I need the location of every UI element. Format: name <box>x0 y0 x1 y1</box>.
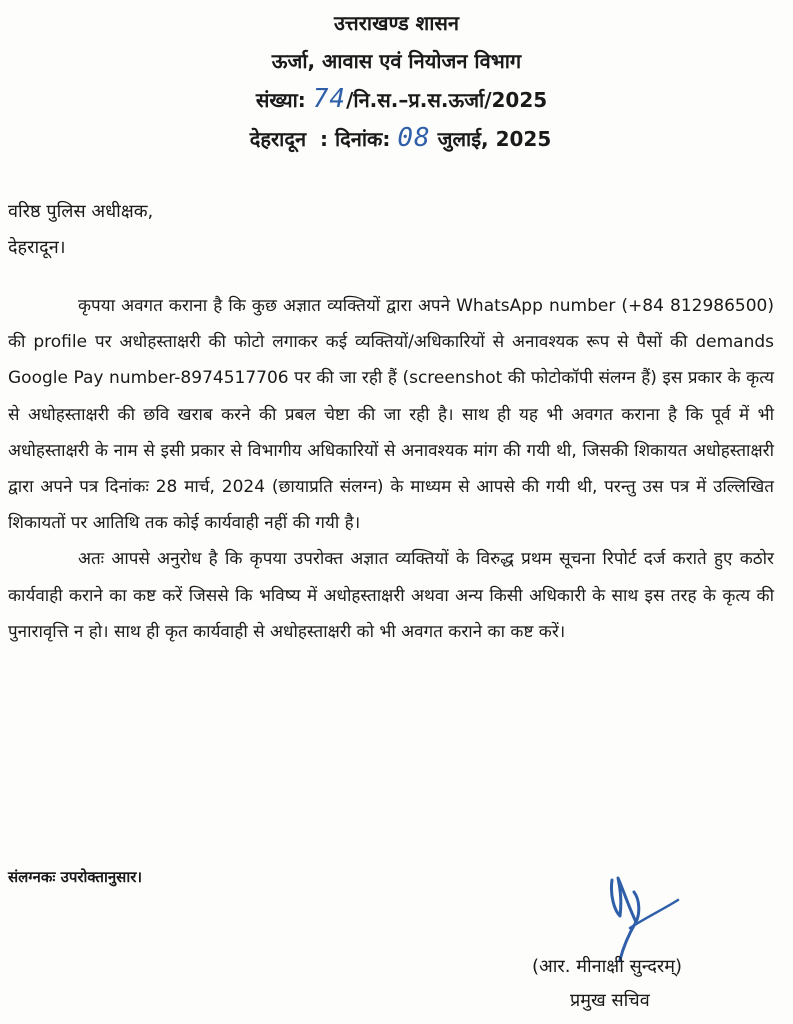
number-suffix: /नि.स.–प्र.स.ऊर्जा/2025 <box>346 88 548 112</box>
place-date <box>0 119 793 158</box>
place: देहरादून <box>249 127 307 151</box>
reference-number <box>0 80 793 119</box>
government-title: उत्तराखण्ड शासन <box>333 11 460 35</box>
date-rest: जुलाई, 2025 <box>437 127 552 151</box>
signatory-title: प्रमुख सचिव <box>570 990 650 1011</box>
letter-header <box>0 4 793 158</box>
body-paragraph-2: अतः आपसे अनुरोध है कि कृपया उपरोक्त अज्ञात व्यक्तियों के विरुद्ध प्रथम सूचना रिपोर्ट दर्ज कराते हुए कठोर कार्यवाही कराने का कष्ट करें जिससे कि भविष्य में अधोहस्ताक्षरी अथवा अन्य किसी अधिकारी के साथ इस तरह के कृत्य की पुनारावृत्ति न हो। साथ ही कृत कार्यवाही से अधोहस्ताक्षरी को भी अवगत कराने का कष्ट करें। <box>8 549 774 642</box>
signatory-name: (आर. मीनाक्षी सुन्दरम्) <box>532 956 683 977</box>
department-title: ऊर्जा, आवास एवं नियोजन विभाग <box>271 49 522 73</box>
addressee-city: देहरादून। <box>8 237 66 258</box>
date-label: : दिनांक: <box>319 127 391 151</box>
number-label: संख्या: <box>255 88 306 112</box>
handwritten-date-day: 08 <box>397 123 431 153</box>
handwritten-signature <box>590 870 700 965</box>
addressee <box>8 194 153 266</box>
addressee-designation: वरिष्ठ पुलिस अधीक्षक, <box>8 201 154 222</box>
body-paragraph-1: कृपया अवगत कराना है कि कुछ अज्ञात व्यक्तियों द्वारा अपने WhatsApp number (+84 812986500) की profile पर अधोहस्ताक्षरी की फोटो लगाकर कई व्यक्तियों/अधिकारियों से अनावश्यक रूप से पैसों की demands Google Pay number-8974517706 पर की जा रही हैं (screenshot की फोटोकॉपी संलग्न हैं) इस प्रकार के कृत्य से अधोहस्ताक्षरी की छवि खराब करने की प्रबल चेष्टा की जा रही है। साथ ही यह भी अवगत कराना है कि पूर्व में भी अधोहस्ताक्षरी के नाम से इसी प्रकार से विभागीय अधिकारियों से अनावश्यक मांग की गयी थी, जिसकी शिकायत अधोहस्ताक्षरी द्वारा अपने पत्र दिनांकः 28 मार्च, 2024 (छायाप्रति संलग्न) के माध्यम से आपसे की गयी थी, परन्तु उस पत्र में उल्लिखित शिकायतों पर आतिथि तक कोई कार्यवाही नहीं की गयी है। <box>8 296 774 534</box>
handwritten-number: 74 <box>312 84 347 114</box>
signature-block <box>520 870 780 1020</box>
letter-body <box>8 288 774 650</box>
enclosure-note: संलग्नकः उपरोक्तानुसार। <box>8 868 143 886</box>
